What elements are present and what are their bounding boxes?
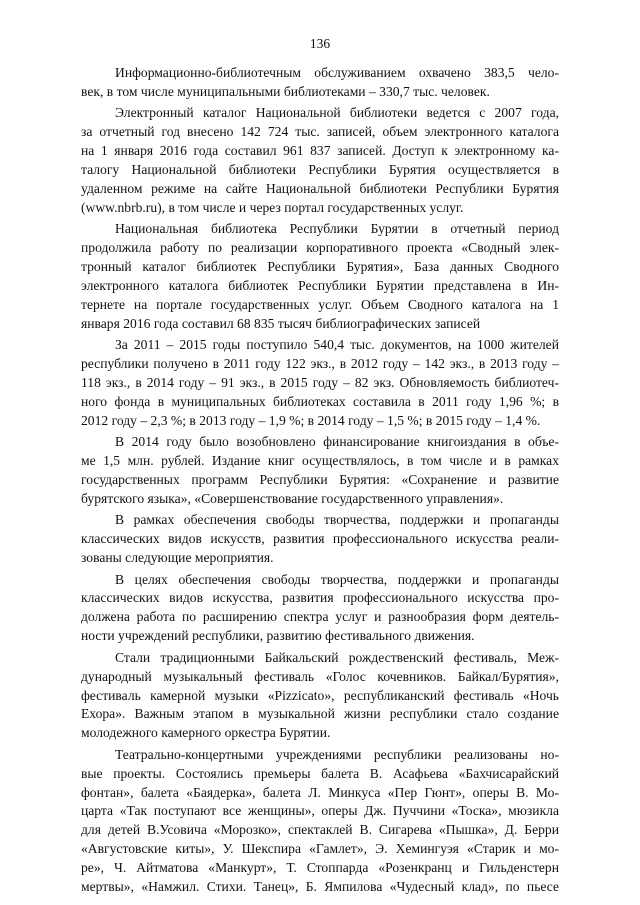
paragraph bbox=[81, 511, 559, 568]
paragraph bbox=[81, 104, 559, 217]
text-line: Театрально-концертными учреждениями республики реализованы но- bbox=[115, 746, 559, 762]
text-line: бурятского языка», «Совершенствование государственного управления». bbox=[81, 490, 504, 506]
text-line: (www.nbrb.ru), в том числе и через портал государственных услуг. bbox=[81, 199, 464, 215]
text-line: В рамках обеспечения свободы творчества, поддержки и пропаганды bbox=[115, 512, 559, 528]
text-line: вые проекты. Состоялись премьеры балета В. Асафьева «Бахчисарайский bbox=[81, 765, 559, 781]
text-line: для детей В.Усовича «Морозко», спектаклей В. Сигарева «Пышка», Д. Берри bbox=[81, 822, 559, 838]
text-line: электронного каталога библиотек Республики Бурятии представлена в Ин- bbox=[81, 277, 559, 293]
text-line: января 2016 года составил 68 835 тысяч библиографических записей bbox=[81, 315, 481, 331]
text-line: За 2011 – 2015 годы поступило 540,4 тыс. документов, на 1000 жителей bbox=[115, 337, 559, 353]
text-line: ре», Ч. Айтматова «Манкурт», Т. Стоппарда «Розенкранц и Гильденстерн bbox=[81, 860, 559, 876]
text-line: фестиваль камерной музыки «Pizzicato», республиканский фестиваль «Ночь bbox=[81, 687, 559, 703]
text-line: 118 экз., в 2014 году – 91 экз., в 2015 году – 82 экз. Обновляемость библиотеч- bbox=[81, 375, 559, 390]
text-line: удаленном режиме на сайте Национальной библиотеки Республики Бурятия bbox=[81, 180, 559, 196]
text-line: республики получено в 2011 году 122 экз., в 2012 году – 142 экз., в 2013 году – bbox=[81, 356, 559, 372]
paragraph bbox=[81, 433, 559, 509]
text-line: тронный каталог библиотек Республики Бурятия», База данных Сводного bbox=[81, 259, 559, 275]
text-line: фонтан», балета «Баядерка», балета Л. Минкуса «Пер Гюнт», оперы В. Мо- bbox=[81, 784, 559, 800]
document-body bbox=[81, 64, 559, 897]
text-line: ного фонда в муниципальных библиотеках составила в 2011 году 1,96 %; в bbox=[81, 393, 559, 409]
text-line: за отчетный год внесено 142 724 тыс. записей, объем электронного каталога bbox=[81, 124, 559, 140]
text-line: Национальная библиотека Республики Бурятии в отчетный период bbox=[115, 221, 559, 237]
paragraph bbox=[81, 336, 559, 431]
text-line: Ехора». Важным этапом в музыкальной жизни республики стало создание bbox=[81, 706, 559, 722]
text-line: мертвы», «Намжил. Стихи. Танец», Б. Ямпилова «Чудесный клад», по пьесе bbox=[81, 879, 559, 895]
text-line: «Августовские киты», У. Шекспира «Гамлет», Э. Хемингуэя «Старик и мо- bbox=[81, 841, 559, 857]
paragraph bbox=[81, 649, 559, 744]
text-line: дународный музыкальный фестиваль «Голос кочевников. Байкал/Бурятия», bbox=[81, 668, 559, 684]
text-line: талогу Национальной библиотеки Республики Бурятия осуществляется в bbox=[81, 162, 559, 178]
text-line: тернете на портале государственных услуг. Объем Сводного каталога на 1 bbox=[81, 296, 559, 312]
paragraph bbox=[81, 64, 559, 102]
paragraph bbox=[81, 571, 559, 647]
paragraph bbox=[81, 746, 559, 897]
text-line: Информационно-библиотечным обслуживанием охвачено 383,5 чело- bbox=[115, 65, 559, 80]
page-number: 136 bbox=[309, 36, 331, 51]
text-line: век, в том числе муниципальными библиотеками – 330,7 тыс. человек. bbox=[81, 83, 490, 99]
text-line: классических видов искусства, развития профессионального искусства про- bbox=[81, 590, 559, 606]
text-line: должена работа по расширению спектра услуг и разнообразия форм деятель- bbox=[81, 609, 559, 625]
text-line: государственных программ Республики Бурятия: «Сохранение и развитие bbox=[81, 472, 559, 488]
text-line: Стали традиционными Байкальский рождественский фестиваль, Меж- bbox=[115, 649, 559, 665]
text-line: зованы следующие мероприятия. bbox=[81, 550, 274, 566]
paragraph bbox=[81, 220, 559, 333]
text-line: ме 1,5 млн. рублей. Издание книг осуществлялось, в том числе и в рамках bbox=[81, 453, 559, 469]
text-line: классических видов искусств, развития профессионального искусства реали- bbox=[81, 531, 559, 547]
text-line: Электронный каталог Национальной библиотеки ведется с 2007 года, bbox=[115, 105, 559, 121]
text-line: В 2014 году было возобновлено финансирование книгоиздания в объе- bbox=[115, 434, 559, 450]
text-line: молодежного камерного оркестра Бурятии. bbox=[81, 725, 331, 741]
text-line: ности учреждений республики, развитию фестивального движения. bbox=[81, 628, 475, 644]
text-line: продолжила работу по реализации корпоративного проекта «Сводный элек- bbox=[81, 240, 559, 256]
text-line: на 1 января 2016 года составил 961 837 записей. Доступ к электронному ка- bbox=[81, 143, 559, 159]
text-line: царта «Так поступают все женщины», оперы Дж. Пуччини «Тоска», мюзикла bbox=[81, 803, 559, 819]
text-line: В целях обеспечения свободы творчества, поддержки и пропаганды bbox=[115, 571, 559, 587]
text-line: 2012 году – 2,3 %; в 2013 году – 1,9 %; в 2014 году – 1,5 %; в 2015 году – 1,4 %. bbox=[81, 412, 541, 428]
